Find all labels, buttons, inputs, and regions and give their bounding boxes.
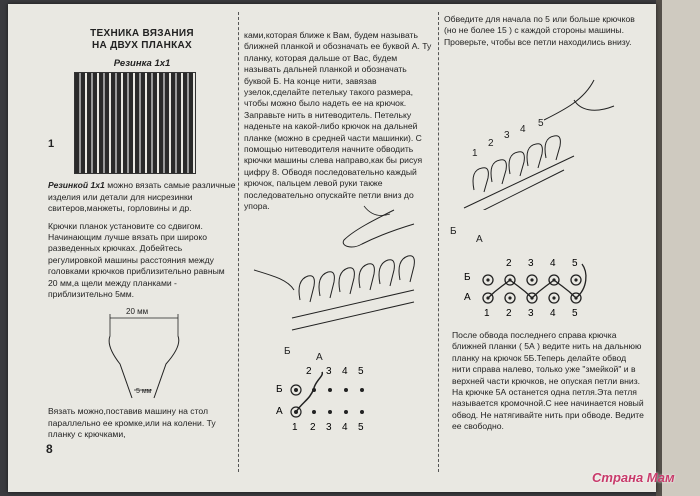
figure-number: 1 [48, 138, 55, 150]
watermark-text: Страна Мам [592, 470, 675, 485]
dimension-diagram [48, 306, 236, 406]
right-bottom-num-4: 4 [550, 308, 556, 319]
right-top-num-2: 2 [506, 258, 512, 269]
page-title [48, 28, 236, 52]
right-top-num-5: 5 [572, 258, 578, 269]
thread-guide-illustration [444, 70, 644, 210]
right-row-label-b: Б [464, 272, 471, 283]
right-fig-num-3: 3 [504, 130, 510, 141]
right-column-lower [452, 330, 644, 439]
right-hook-label-b: Б [450, 226, 457, 237]
right-bottom-num-1: 1 [484, 308, 490, 319]
right-top-num-4: 4 [550, 258, 556, 269]
column-divider-2 [438, 12, 440, 472]
mid-bottom-num-3: 3 [326, 422, 332, 433]
right-hook-label-a: А [476, 234, 483, 245]
mid-top-num-3: 3 [326, 366, 332, 377]
right-fig-num-2: 2 [488, 138, 494, 149]
paragraph-rib-intro [48, 180, 236, 214]
rib-knit-photo [74, 72, 196, 174]
mid-top-num-4: 4 [342, 366, 348, 377]
mid-bottom-num-5: 5 [358, 422, 364, 433]
mid-top-num-5: 5 [358, 366, 364, 377]
mid-bottom-num-2: 2 [310, 422, 316, 433]
title-line-1: ТЕХНИКА ВЯЗАНИЯ [90, 28, 194, 39]
middle-loop-diagram [270, 368, 430, 440]
mid-hook-label-a: А [316, 352, 323, 363]
paragraph-needle-beds: ками,которая ближе к Вам, будем называть ближней планкой и обозначать ее буквой А. Ту планку, которая дальше от Вас, будем называть дальней планкой и обозначать буквой Б. На конце нити, завязав узелок,сделайте петельку такого размера, чтобы можно было надеть ее на крючок. Заправьте нить в нитеводитель. Петельку наденьте на какой-либо крючок на дальней планке (можно в средней части машинки). С помощью нитеводителя начните обводить крючки машины слева направо,как бы рисуя цифру 8. Обводя последовательно каждый крючок, пальцем левой руки также последовательно опускайте петли вниз до упора. [244, 30, 432, 212]
right-bottom-num-3: 3 [528, 308, 534, 319]
paragraph-edge-loop: После обвода последнего справа крючка ближней планки ( 5А ) ведите нить на дальнюю планку на крючок 5Б.Теперь делайте обвод нити справа налево, только уже "змейкой" и в верхней части крючков, не опуская петли вниз. На крючке 5А останется одна петля.Эта петля называется кромочной.С нее начинается новый обвод. Не натягивайте нить при обводе. Ведите ее свободно. [452, 330, 644, 432]
right-row-label-a: А [464, 292, 471, 303]
dim-bottom-label: 5 мм [136, 388, 152, 396]
right-fig-num-1: 1 [472, 148, 478, 159]
title-line-2: НА ДВУХ ПЛАНКАХ [92, 40, 192, 51]
right-fig-num-4: 4 [520, 124, 526, 135]
rib-intro-text: можно вязать самые различные изделия или детали для нисрезинки свитеров,манжеты, горловины и др. [48, 180, 236, 214]
dim-top-label: 20 мм [126, 307, 149, 317]
rib-term: Резинкой 1х1 [48, 180, 105, 191]
right-fig-num-5: 5 [538, 118, 544, 129]
mid-bottom-num-4: 4 [342, 422, 348, 433]
right-loop-diagram [458, 258, 608, 322]
paragraph-hook-setup: Крючки планок установите со сдвигом. Начинающим лучше вязать при широко разведенных крючках. Добейтесь регулировкой машины расстояния между головками крючков приблизительно равным 20 мм,а щели между планками - приблизительно 5мм. [48, 220, 225, 300]
page-number: 8 [46, 442, 53, 456]
right-top-num-3: 3 [528, 258, 534, 269]
mid-bottom-num-1: 1 [292, 422, 298, 433]
paragraph-wrap-hooks: Обведите для начала по 5 или больше крючков (но не более 15 ) с каждой стороны машины. Проверьте, чтобы все петли находились внизу. [444, 14, 635, 47]
mid-row-label-b: Б [276, 384, 283, 395]
mid-hook-label-b: Б [284, 346, 291, 357]
mid-top-num-2: 2 [306, 366, 312, 377]
hand-hooks-illustration [244, 200, 434, 370]
left-column [48, 28, 236, 447]
mid-row-label-a: А [276, 406, 283, 417]
next-page-edge [656, 0, 700, 496]
rib-label: Резинка 1х1 [113, 58, 171, 69]
column-divider-1 [238, 12, 240, 472]
right-bottom-num-2: 2 [506, 308, 512, 319]
middle-column [244, 30, 434, 219]
right-bottom-num-5: 5 [572, 308, 578, 319]
paragraph-machine-position: Вязать можно,поставив машину на стол параллельно ее кромке,или на колени. Ту планку с крючками, [48, 406, 216, 440]
book-spine [656, 0, 662, 496]
right-column [444, 14, 644, 54]
watermark [592, 470, 675, 485]
